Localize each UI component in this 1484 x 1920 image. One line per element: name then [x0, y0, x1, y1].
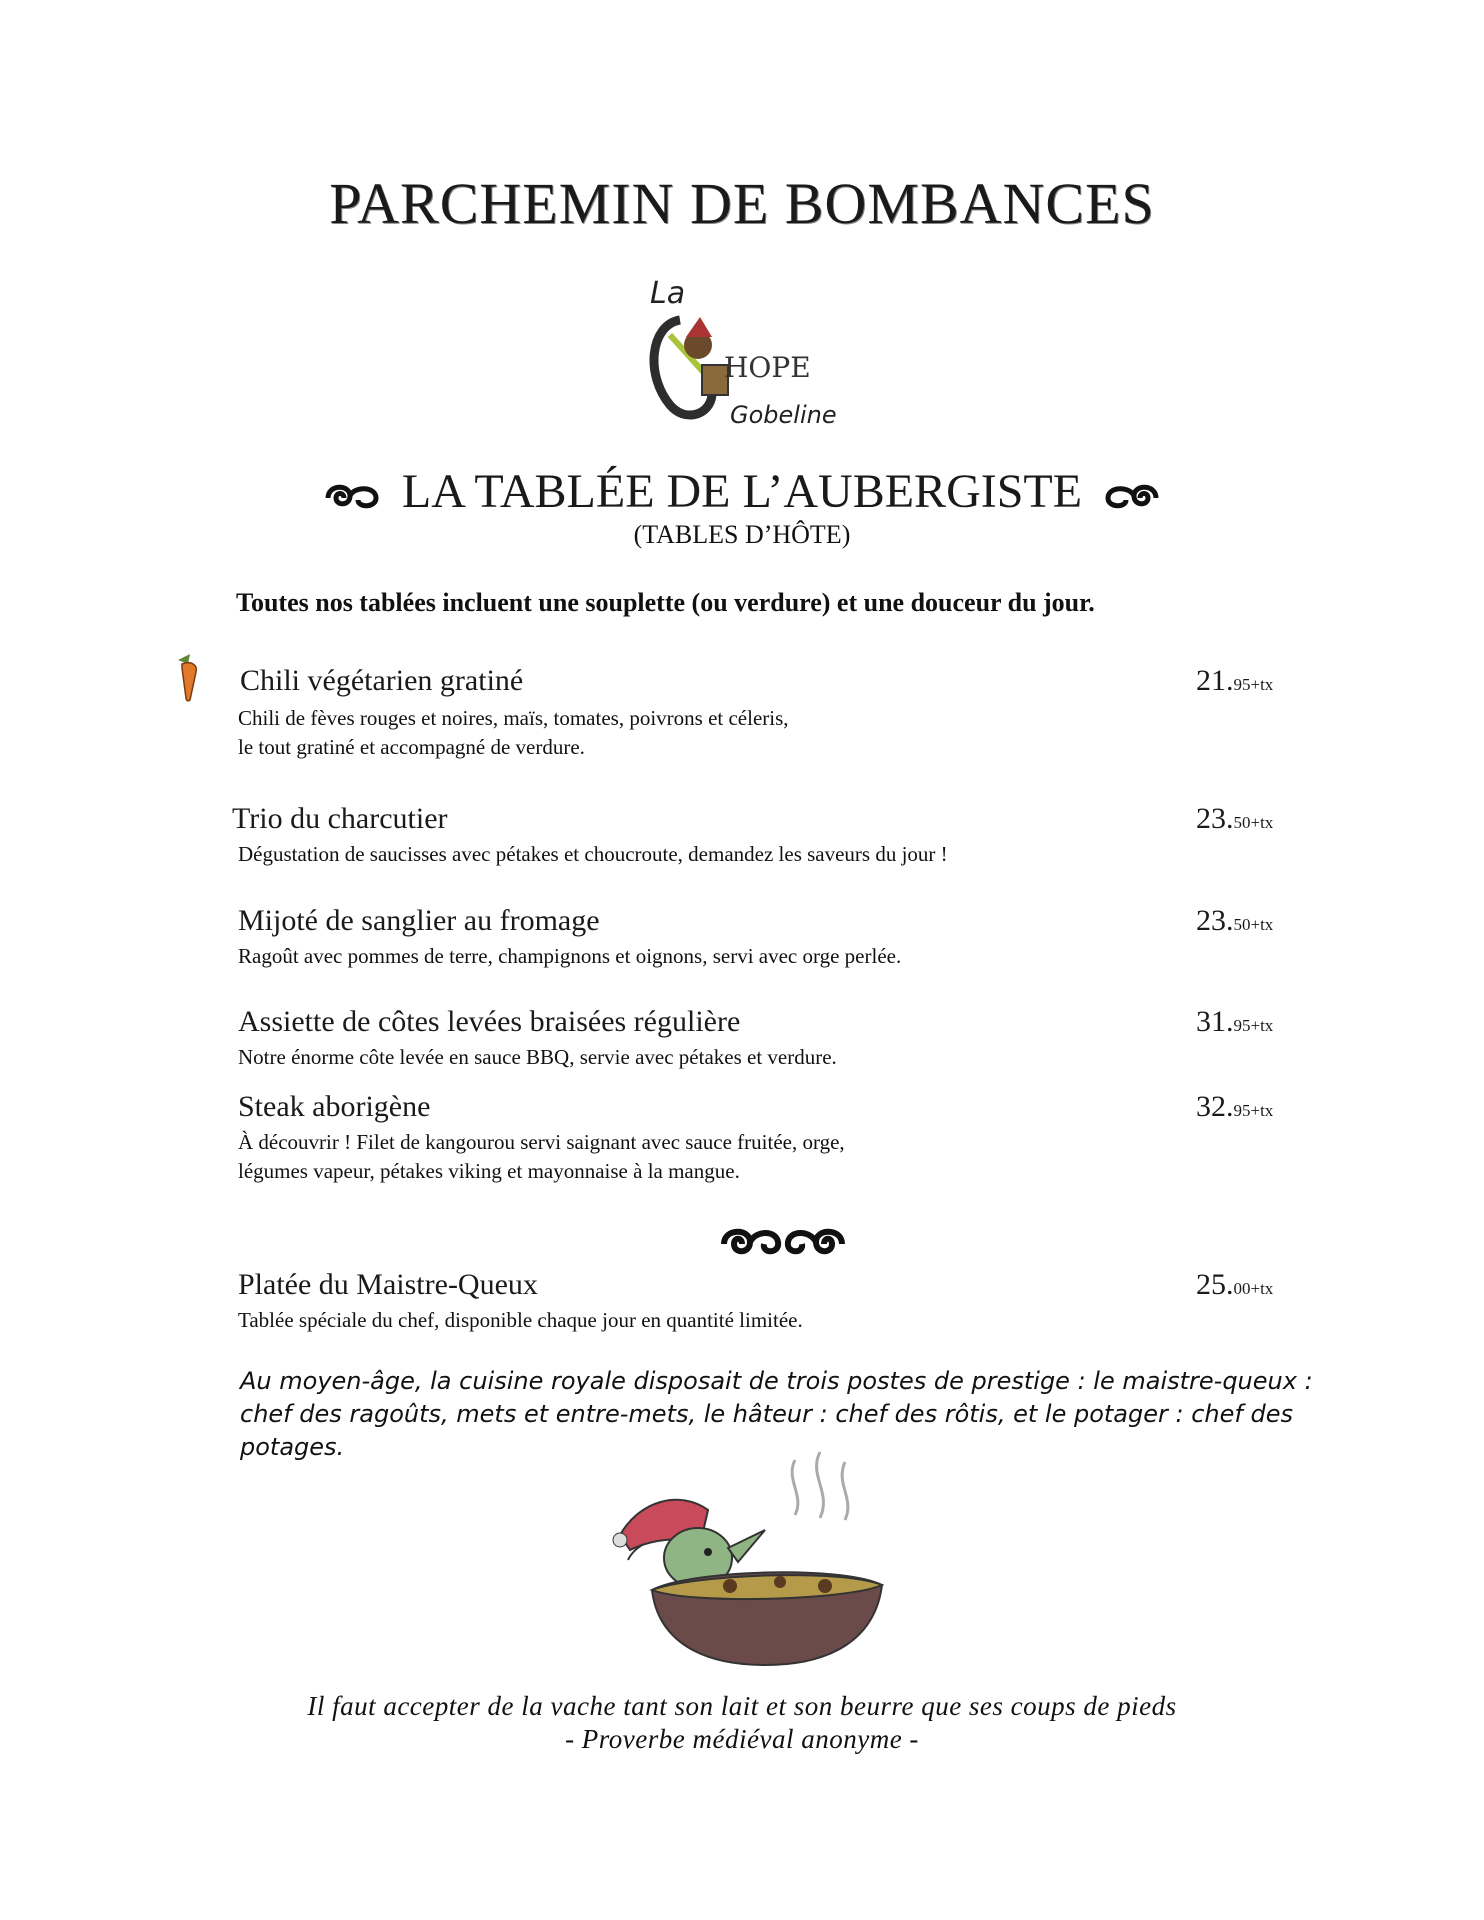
item-desc-line: le tout gratiné et accompagné de verdure.: [238, 735, 585, 759]
price-small: 95+tx: [1233, 1101, 1274, 1120]
left-ornament-icon: [324, 480, 380, 512]
item-desc-trio: Dégustation de saucisses avec pétakes et choucroute, demandez les saveurs du jour !: [238, 842, 948, 866]
price-small: 50+tx: [1233, 915, 1274, 934]
price-small: 95+tx: [1233, 675, 1274, 694]
item-desc-chili: [238, 704, 789, 762]
item-price-chili: [1196, 664, 1273, 698]
item-desc-line: Chili de fèves rouges et noires, maïs, tomates, poivrons et céleris,: [238, 706, 789, 730]
historical-note: Au moyen-âge, la cuisine royale disposait de trois postes de prestige : le maistre-queux : chef des ragoûts, mets et entre-mets, le hâteur : chef des rôtis, et le potager : chef des potages.: [240, 1367, 1313, 1461]
item-price-trio: [1196, 802, 1273, 836]
proverb: [0, 1690, 1484, 1756]
special-name: Platée du Maistre-Queux: [238, 1268, 538, 1301]
item-price-cotes: [1196, 1005, 1273, 1039]
price-main: 21.: [1196, 664, 1234, 697]
item-desc-mijote: Ragoût avec pommes de terre, champignons et oignons, servi avec orge perlée.: [238, 944, 902, 968]
carrot-icon: [168, 648, 212, 704]
item-price-mijote: [1196, 904, 1273, 938]
logo-la-text: La: [650, 276, 686, 311]
right-ornament-icon: [1104, 480, 1160, 512]
section-title: [0, 464, 1484, 519]
item-name-mijote: Mijoté de sanglier au fromage: [238, 904, 600, 937]
intro-text: Toutes nos tablées incluent une souplette (ou verdure) et une douceur du jour.: [236, 588, 1095, 617]
item-name-trio: Trio du charcutier: [232, 802, 448, 835]
item-name-steak: Steak aborigène: [238, 1090, 431, 1123]
price-main: 32.: [1196, 1090, 1234, 1123]
proverb-text: Il faut accepter de la vache tant son lait et son beurre que ses coups de pieds: [307, 1691, 1177, 1721]
item-price-steak: [1196, 1090, 1273, 1124]
item-name-cotes: Assiette de côtes levées braisées régulière: [238, 1005, 741, 1038]
price-small: 00+tx: [1233, 1279, 1274, 1298]
special-price: [1196, 1268, 1273, 1302]
svg-text:Gobeline: Gobeline: [730, 401, 837, 429]
page-title: PARCHEMIN DE BOMBANCES: [329, 171, 1155, 236]
price-main: 31.: [1196, 1005, 1234, 1038]
price-main: 25.: [1196, 1268, 1234, 1301]
item-desc-steak: [238, 1128, 845, 1186]
price-small: 95+tx: [1233, 1016, 1274, 1035]
divider-ornament-icon: [718, 1222, 848, 1262]
price-main: 23.: [1196, 802, 1234, 835]
item-desc-line: légumes vapeur, pétakes viking et mayonnaise à la mangue.: [238, 1159, 740, 1183]
proverb-attribution: - Proverbe médiéval anonyme -: [565, 1724, 919, 1754]
special-desc: Tablée spéciale du chef, disponible chaque jour en quantité limitée.: [238, 1308, 803, 1332]
section-subtitle: (TABLES D’HÔTE): [633, 520, 851, 549]
price-small: 50+tx: [1233, 813, 1274, 832]
section-title-text: LA TABLÉE DE L’AUBERGISTE: [401, 465, 1083, 518]
price-main: 23.: [1196, 904, 1234, 937]
goblin-soup-illustration: [600, 1440, 900, 1670]
chope-gobeline-logo: [620, 265, 880, 440]
item-name-chili: Chili végétarien gratiné: [240, 664, 524, 697]
item-desc-cotes: Notre énorme côte levée en sauce BBQ, servie avec pétakes et verdure.: [238, 1045, 837, 1069]
item-desc-line: À découvrir ! Filet de kangourou servi saignant avec sauce fruitée, orge,: [238, 1130, 845, 1154]
svg-text:HOPE: HOPE: [724, 351, 811, 384]
